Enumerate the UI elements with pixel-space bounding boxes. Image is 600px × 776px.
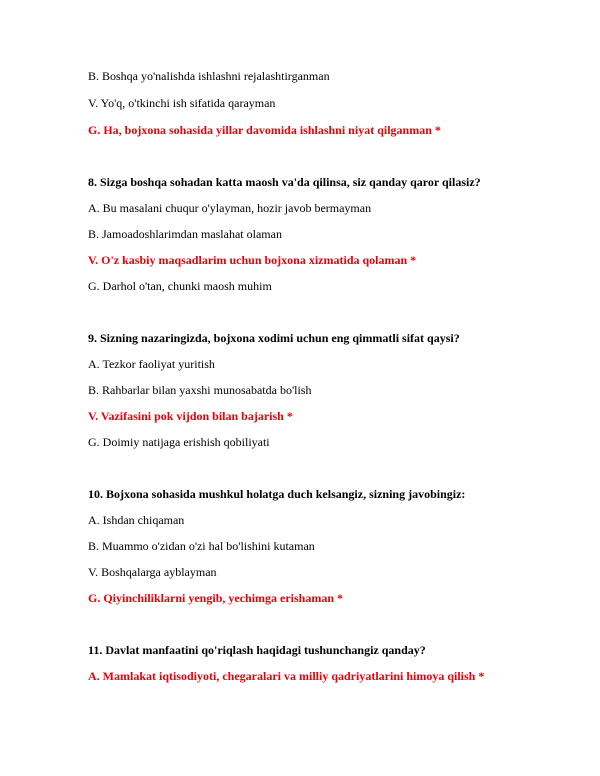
- q10-option-v: V. Boshqalarga ayblayman: [88, 565, 217, 579]
- q9-option-a: A. Tezkor faoliyat yuritish: [88, 357, 215, 371]
- q10-question: 10. Bojxona sohasida mushkul holatga duch kelsangiz, sizning javobingiz:: [88, 487, 466, 501]
- q8-question: 8. Sizga boshqa sohadan katta maosh va'da qilinsa, siz qanday qaror qilasiz?: [88, 175, 481, 189]
- q8-option-a: A. Bu masalani chuqur o'ylayman, hozir javob bermayman: [88, 201, 372, 215]
- q11-option-a-correct: A. Mamlakat iqtisodiyoti, chegaralari va milliy qadriyatlarini himoya qilish *: [88, 669, 485, 683]
- q7-option-v: V. Yo'q, o'tkinchi ish sifatida qarayman: [88, 96, 276, 110]
- q7-option-g-correct: G. Ha, bojxona sohasida yillar davomida ishlashni niyat qilganman *: [88, 123, 441, 137]
- q10-option-b: B. Muammo o'zidan o'zi hal bo'lishini kutaman: [88, 539, 315, 553]
- q10-option-a: A. Ishdan chiqaman: [88, 513, 185, 527]
- q9-option-b: B. Rahbarlar bilan yaxshi munosabatda bo'lish: [88, 383, 312, 397]
- q7-option-b: B. Boshqa yo'nalishda ishlashni rejalashtirganman: [88, 69, 330, 83]
- q8-option-b: B. Jamoadoshlarimdan maslahat olaman: [88, 227, 282, 241]
- q8-option-g: G. Darhol o'tan, chunki maosh muhim: [88, 279, 272, 293]
- q9-question: 9. Sizning nazaringizda, bojxona xodimi uchun eng qimmatli sifat qaysi?: [88, 331, 460, 345]
- q11-question: 11. Davlat manfaatini qo'riqlash haqidagi tushunchangiz qanday?: [88, 643, 426, 657]
- q8-option-v-correct: V. O'z kasbiy maqsadlarim uchun bojxona xizmatida qolaman *: [88, 253, 417, 267]
- q9-option-v-correct: V. Vazifasini pok vijdon bilan bajarish *: [88, 409, 293, 423]
- q10-option-g-correct: G. Qiyinchiliklarni yengib, yechimga erishaman *: [88, 591, 344, 605]
- q9-option-g: G. Doimiy natijaga erishish qobiliyati: [88, 435, 270, 449]
